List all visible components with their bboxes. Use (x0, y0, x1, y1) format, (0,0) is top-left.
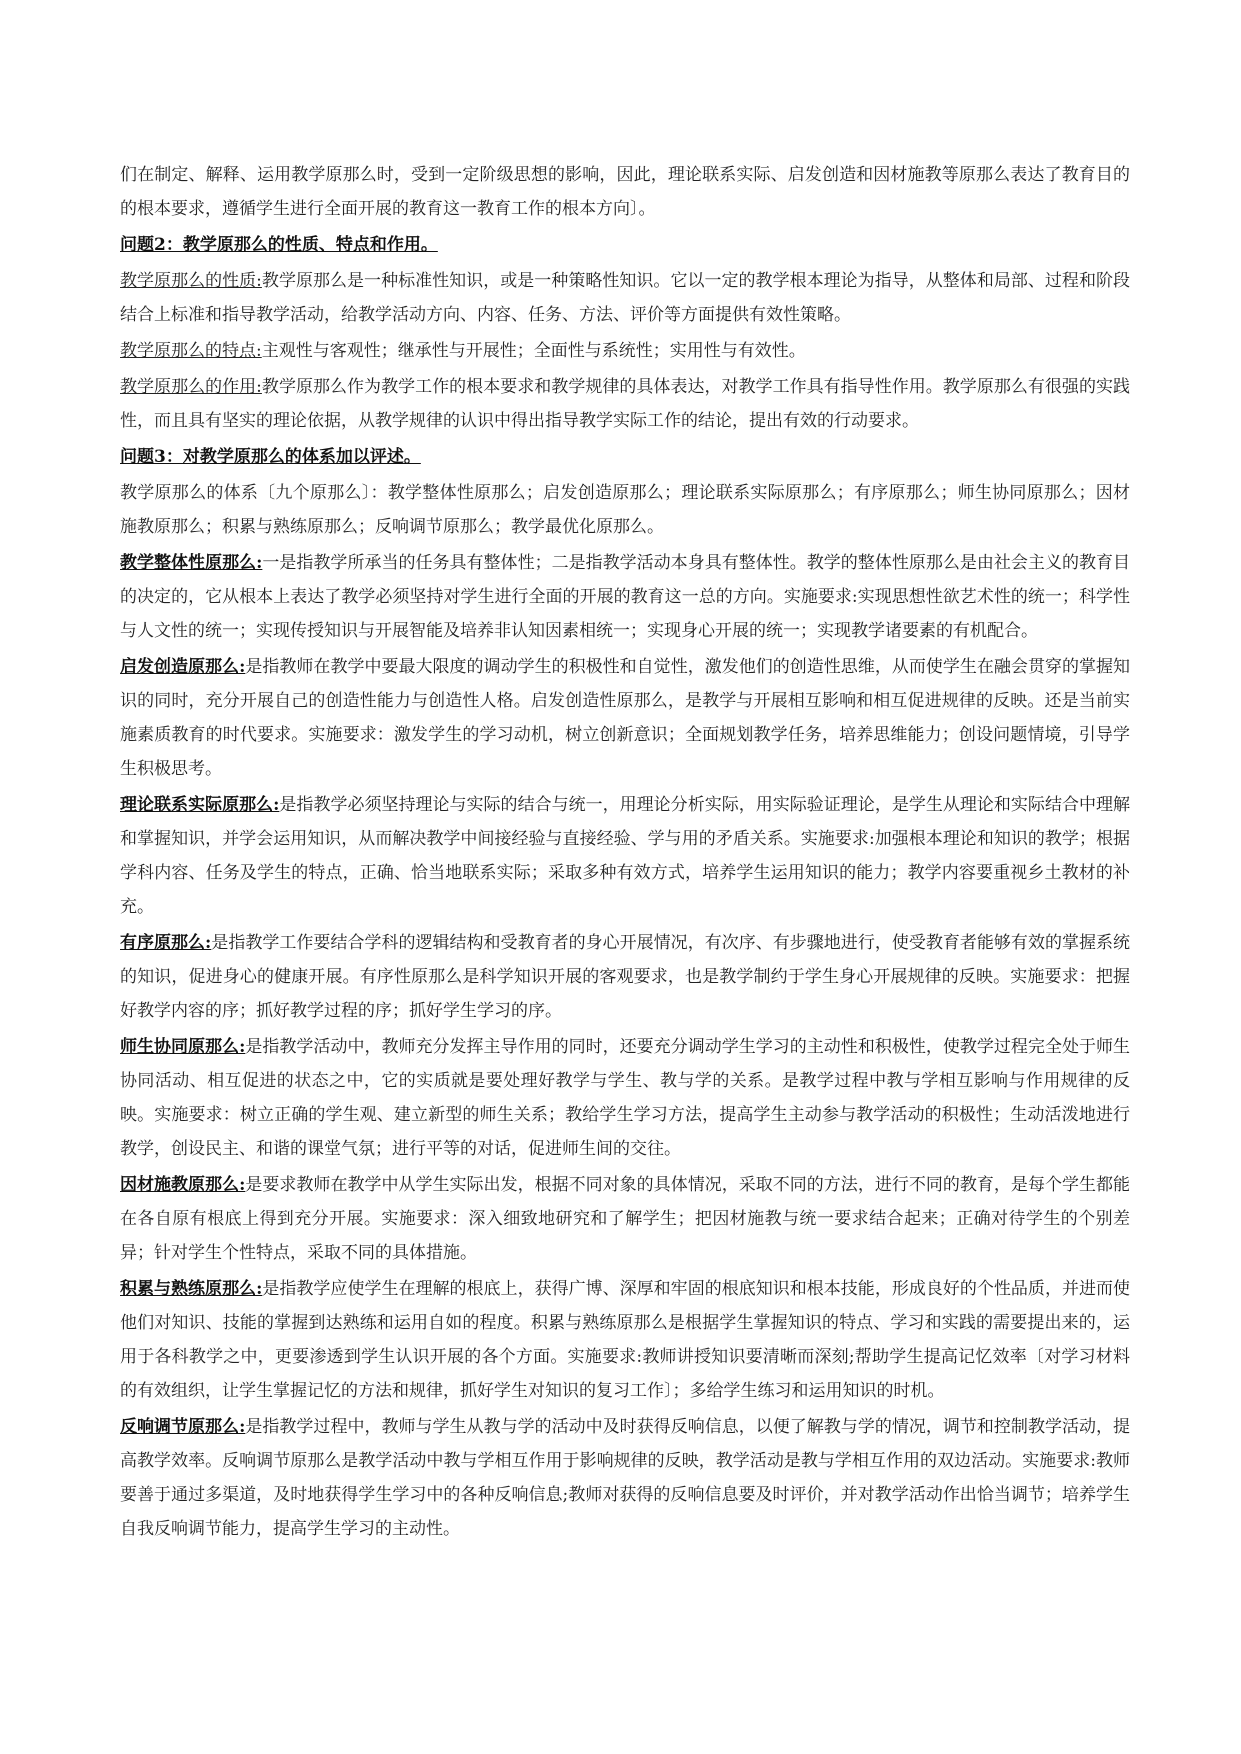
paragraph-function (120, 370, 1130, 438)
document-body (120, 158, 1130, 1548)
paragraph-text: 是指教学必须坚持理论与实际的结合与统一，用理论分析实际，用实际验证理论，是学生从理论和实际结合中理解和掌握知识，并学会运用知识，从而解决教学中间接经验与直接经验、学与用的矛盾关系。实施要求:加强根本理论和知识的教学；根据学科内容、任务及学生的特点，正确、恰当地联系实际；采取多种有效方式，培养学生运用知识的能力；教学内容要重视乡土教材的补充。 (120, 795, 1130, 917)
term-label: 教学原那么的性质: (120, 271, 262, 291)
paragraph-order (120, 926, 1130, 1028)
paragraph-system (120, 476, 1130, 544)
paragraph-individualized (120, 1168, 1130, 1270)
principle-label: 教学整体性原那么: (120, 553, 263, 573)
section-heading: 问题3：对教学原那么的体系加以评述。 (120, 447, 421, 467)
term-label: 教学原那么的特点: (120, 341, 262, 361)
paragraph-wholeness (120, 546, 1130, 648)
paragraph-continuation (120, 158, 1130, 226)
principle-label: 因材施教原那么: (120, 1175, 246, 1195)
paragraph-nature (120, 264, 1130, 332)
paragraph-text: 教学原那么作为教学工作的根本要求和教学规律的具体表达，对教学工作具有指导性作用。教学原那么有很强的实践性，而且具有坚实的理论依据，从教学规律的认识中得出指导教学实际工作的结论，提出有效的行动要求。 (120, 377, 1130, 431)
paragraph-features (120, 334, 1130, 368)
paragraph-text: 是指教学活动中，教师充分发挥主导作用的同时，还要充分调动学生学习的主动性和积极性，使教学过程完全处于师生协同活动、相互促进的状态之中，它的实质就是要处理好教学与学生、教与学的关系。是教学过程中教与学相互影响与作用规律的反映。实施要求：树立正确的学生观、建立新型的师生关系；教给学生学习方法，提高学生主动参与教学活动的积极性；生动活泼地进行教学，创设民主、和谐的课堂气氛；进行平等的对话，促进师生间的交往。 (120, 1037, 1131, 1159)
paragraph-text: 主观性与客观性；继承性与开展性；全面性与系统性；实用性与有效性。 (261, 341, 806, 361)
principle-label: 理论联系实际原那么: (120, 795, 280, 815)
paragraph-theory-practice (120, 788, 1130, 924)
paragraph-collaboration (120, 1030, 1130, 1166)
paragraph-text: 教学原那么的体系〔九个原那么〕：教学整体性原那么；启发创造原那么；理论联系实际原那么；有序原那么；师生协同原那么；因材施教原那么；积累与熟练原那么；反响调节原那么；教学最优化原那么。 (120, 483, 1130, 537)
principle-label: 有序原那么: (120, 933, 212, 953)
principle-label: 师生协同原那么: (120, 1037, 246, 1057)
paragraph-text: 是指教师在教学中要最大限度的调动学生的积极性和自觉性，激发他们的创造性思维，从而使学生在融会贯穿的掌握知识的同时，充分开展自己的创造性能力与创造性人格。启发创造性原那么，是教学与开展相互影响和相互促进规律的反映。还是当前实施素质教育的时代要求。实施要求：激发学生的学习动机，树立创新意识；全面规划教学任务，培养思维能力；创设问题情境，引导学生积极思考。 (120, 657, 1131, 779)
principle-label: 积累与熟练原那么: (120, 1279, 263, 1299)
paragraph-accumulation (120, 1272, 1130, 1408)
question-2-heading (120, 228, 1130, 262)
paragraph-text: 是要求教师在教学中从学生实际出发，根据不同对象的具体情况，采取不同的方法，进行不同的教育，是每个学生都能在各自原有根底上得到充分开展。实施要求：深入细致地研究和了解学生；把因材施教与统一要求结合起来；正确对待学生的个别差异；针对学生个性特点，采取不同的具体措施。 (120, 1175, 1131, 1263)
paragraph-text: 一是指教学所承当的任务具有整体性；二是指教学活动本身具有整体性。教学的整体性原那么是由社会主义的教育目的决定的，它从根本上表达了教学必须坚持对学生进行全面的开展的教育这一总的方向。实施要求:实现思想性欲艺术性的统一；科学性与人文性的统一；实现传授知识与开展智能及培养非认知因素相统一；实现身心开展的统一；实现教学诸要素的有机配合。 (120, 553, 1130, 641)
paragraph-text: 是指教学工作要结合学科的逻辑结构和受教育者的身心开展情况，有次序、有步骤地进行，使受教育者能够有效的掌握系统的知识，促进身心的健康开展。有序性原那么是科学知识开展的客观要求，也是教学制约于学生身心开展规律的反映。实施要求：把握好教学内容的序；抓好教学过程的序；抓好学生学习的序。 (120, 933, 1130, 1021)
paragraph-heuristic (120, 650, 1130, 786)
term-label: 教学原那么的作用: (120, 377, 262, 397)
paragraph-text: 是指教学过程中，教师与学生从教与学的活动中及时获得反响信息，以便了解教与学的情况，调节和控制教学活动，提高教学效率。反响调节原那么是教学活动中教与学相互作用于影响规律的反映，教学活动是教与学相互作用的双边活动。实施要求:教师要善于通过多渠道，及时地获得学生学习中的各种反响信息;教师对获得的反响信息要及时评价，并对教学活动作出恰当调节；培养学生自我反响调节能力，提高学生学习的主动性。 (120, 1417, 1131, 1539)
question-3-heading (120, 440, 1130, 474)
principle-label: 反响调节原那么: (120, 1417, 246, 1437)
paragraph-text: 是指教学应使学生在理解的根底上，获得广博、深厚和牢固的根底知识和根本技能，形成良好的个性品质，并进而使他们对知识、技能的掌握到达熟练和运用自如的程度。积累与熟练原那么是根据学生掌握知识的特点、学习和实践的需要提出来的，运用于各科教学之中，更要渗透到学生认识开展的各个方面。实施要求:教师讲授知识要清晰而深刻;帮助学生提高记忆效率〔对学习材料的有效组织，让学生掌握记忆的方法和规律，抓好学生对知识的复习工作〕；多给学生练习和运用知识的时机。 (120, 1279, 1130, 1401)
paragraph-text: 们在制定、解释、运用教学原那么时，受到一定阶级思想的影响，因此，理论联系实际、启发创造和因材施教等原那么表达了教育目的的根本要求，遵循学生进行全面开展的教育这一教育工作的根本方向〕。 (120, 165, 1130, 219)
paragraph-text: 教学原那么是一种标准性知识，或是一种策略性知识。它以一定的教学根本理论为指导，从整体和局部、过程和阶段结合上标准和指导教学活动，给教学活动方向、内容、任务、方法、评价等方面提供有效性策略。 (120, 271, 1130, 325)
paragraph-feedback (120, 1410, 1130, 1546)
section-heading: 问题2：教学原那么的性质、特点和作用。 (120, 235, 438, 255)
principle-label: 启发创造原那么: (120, 657, 246, 677)
